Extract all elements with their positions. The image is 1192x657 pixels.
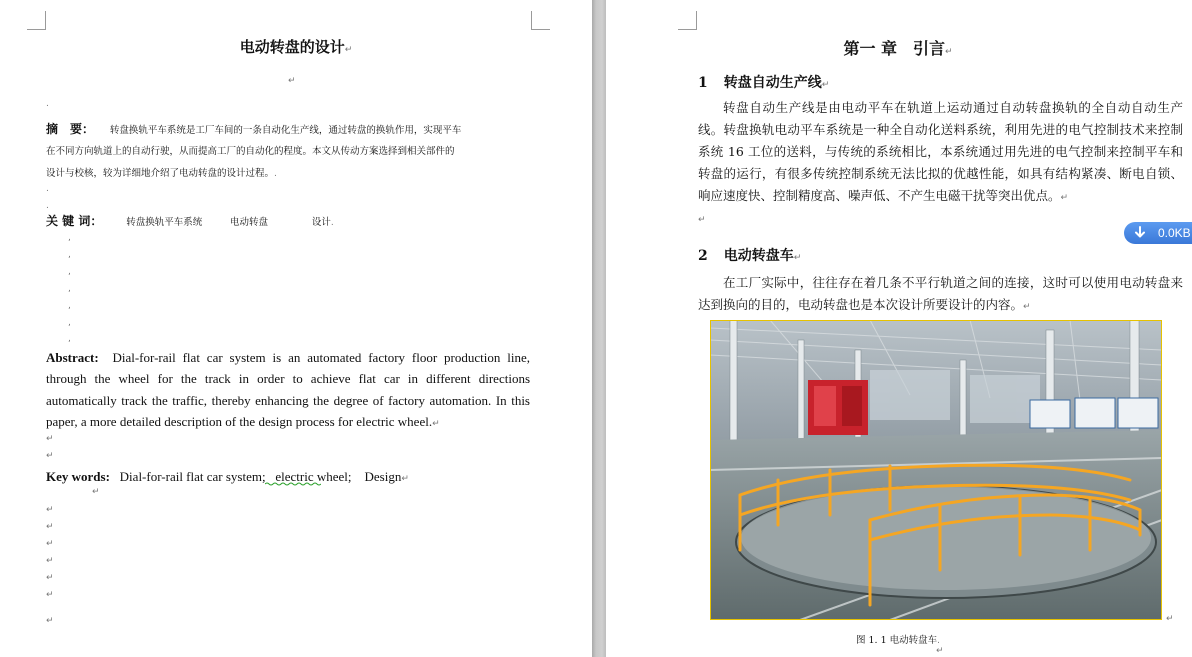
spelling-underline (265, 482, 321, 486)
paragraph-mark: ↵ (46, 451, 54, 461)
section-1-line[interactable]: 线。转盘换轨电动平车系统是一种全自动化送料系统，利用先进的电气控制技术来控制 (698, 122, 1183, 137)
paragraph-mark: ↵ (46, 590, 54, 600)
document-title[interactable]: 电动转盘的设计↵ (239, 38, 353, 56)
document-page-left (0, 0, 592, 657)
keywords-en-label: Key words: (46, 469, 110, 484)
abstract-en-line[interactable]: Abstract: Dial-for-rail flat car system is an automated factory floor production line, (46, 350, 530, 365)
paragraph-mark: ↵ (46, 505, 54, 515)
paragraph-mark: ↵ (46, 434, 54, 444)
paragraph-mark: ↵ (288, 76, 296, 86)
crop-mark-top-left (27, 11, 46, 30)
abstract-cn-line[interactable]: 在不同方向轨道上的自动行驶，从而提高工厂的自动化的程度。本文从传动方案选择到相关部件的 (46, 146, 455, 157)
paragraph-mark: ↵ (1166, 614, 1174, 624)
section-heading-1[interactable]: 1 转盘自动生产线↵ (698, 75, 830, 91)
paragraph-mark: ↵ (936, 646, 944, 656)
figure-electric-turntable-photo[interactable] (710, 320, 1162, 620)
abstract-en-line[interactable]: automatically track the traffic, thereby enhancing the degree of factory automation. In this (46, 393, 530, 408)
paragraph-mark: ↵ (46, 573, 54, 583)
figure-caption[interactable]: 图 1. 1 电动转盘车. (855, 635, 941, 646)
keywords-cn-label: 关 键 词： (46, 214, 103, 228)
arrow-down-icon (1133, 226, 1147, 240)
keywords-en-line[interactable]: Key words: Dial-for-rail flat car system; electric wheel; Design↵ (46, 469, 409, 484)
chapter-title[interactable]: 第一 章 引言↵ (843, 39, 953, 58)
paragraph-mark: ↵ (46, 556, 54, 566)
paragraph-mark: , (68, 250, 71, 260)
keywords-cn-line[interactable]: 关 键 词： 转盘换轨平车系统 电动转盘 设计. (46, 214, 334, 228)
abstract-en-label: Abstract: (46, 350, 99, 365)
paragraph-mark: , (68, 318, 71, 328)
section-1-line[interactable]: 转盘的运行，有很多传统控制系统无法比拟的优越性能，如具有结构紧凑、断电自锁、 (698, 166, 1183, 181)
paragraph-mark: . (46, 184, 49, 194)
abstract-cn-label: 摘 要： (46, 122, 95, 136)
section-2-line[interactable]: 达到换向的目的，电动转盘也是本次设计所要设计的内容。↵ (698, 297, 1031, 312)
section-heading-2[interactable]: 2 电动转盘车↵ (698, 248, 802, 264)
download-speed-badge[interactable] (1124, 222, 1192, 244)
abstract-en-line[interactable]: through the wheel for the track in order to achieve flat car in different directions (46, 371, 530, 386)
paragraph-mark: , (68, 233, 71, 243)
paragraph-mark: . (46, 99, 49, 109)
section-2-line[interactable]: 在工厂实际中，往往存在着几条不平行轨道之间的连接，这时可以使用电动转盘来 (723, 275, 1183, 290)
crop-mark-top-right (531, 11, 550, 30)
section-1-line[interactable]: 响应速度快、控制精度高、噪声低、不产生电磁干扰等突出优点。↵ (698, 188, 1069, 203)
crop-mark-top-left (678, 11, 697, 30)
paragraph-mark: , (68, 267, 71, 277)
paragraph-mark: , (68, 284, 71, 294)
download-speed-label: 0.0KB (1158, 226, 1191, 240)
paragraph-mark: ↵ (92, 487, 100, 497)
paragraph-mark: , (68, 301, 71, 311)
paragraph-mark: ↵ (46, 539, 54, 549)
paragraph-mark: ↵ (46, 522, 54, 532)
abstract-en-line[interactable]: paper, a more detailed description of the design process for electric wheel.↵ (46, 414, 440, 429)
paragraph-mark: . (46, 201, 49, 211)
document-page-right (606, 0, 1192, 657)
paragraph-mark: ↵ (698, 215, 706, 225)
abstract-cn-line[interactable]: 设计与校核，较为详细地介绍了电动转盘的设计过程。. (46, 168, 277, 179)
page-gutter (592, 0, 606, 657)
section-1-line[interactable]: 系统 16 工位的送料，与传统的系统相比，本系统通过用先进的电气控制来控制平车和 (698, 144, 1183, 159)
section-1-line[interactable]: 转盘自动生产线是由电动平车在轨道上运动通过自动转盘换轨的全自动自动生产 (723, 100, 1183, 115)
abstract-cn-line[interactable]: 摘 要： 转盘换轨平车系统是工厂车间的一条自动化生产线，通过转盘的换轨作用，实现平车 (46, 122, 462, 136)
paragraph-mark: ↵ (46, 616, 54, 626)
paragraph-mark: , (68, 334, 71, 344)
